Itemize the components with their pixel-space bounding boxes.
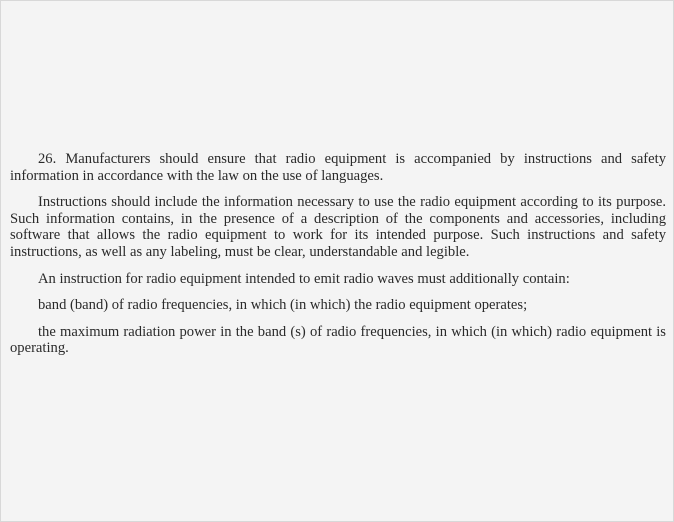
paragraph-manufacturer-obligation: 26. Manufacturers should ensure that radio equipment is accompanied by instructions and safety information in accordance with the law on the use of languages. — [10, 151, 666, 184]
paragraph-radio-emission-requirement: An instruction for radio equipment intended to emit radio waves must additionally contain: — [38, 270, 570, 287]
paragraph-instructions-content: Instructions should include the information necessary to use the radio equipment according to its purpose. Such information contains, in the presence of a description of the components and accessories, including software that allows the radio equipment to work for its intended purpose. Such instructions and safety instructions, as well as any labeling, must be clear, understandable and legible. — [10, 194, 666, 260]
document-body — [10, 151, 666, 357]
paragraph-maximum-power: the maximum radiation power in the band (s) of radio frequencies, in which (in which) radio equipment is operating. — [10, 323, 666, 357]
paragraph-frequency-band: band (band) of radio frequencies, in which (in which) the radio equipment operates; — [38, 297, 528, 314]
